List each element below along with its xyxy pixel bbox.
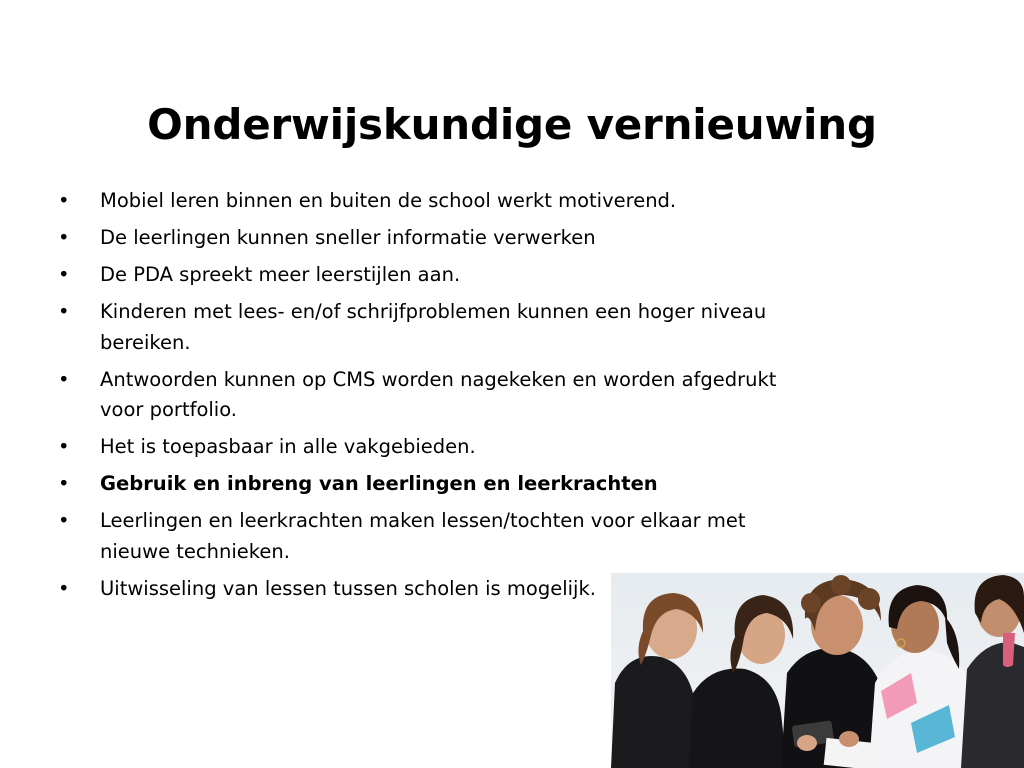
- bullet-dot-icon: •: [58, 435, 70, 458]
- bullet-text: Het is toepasbaar in alle vakgebieden.: [100, 435, 476, 458]
- bullet-text: Gebruik en inbreng van leerlingen en leerkrachten: [100, 472, 658, 495]
- bullet-item: [58, 186, 798, 217]
- bullet-dot-icon: •: [58, 472, 70, 495]
- students-illustration: [611, 573, 1024, 768]
- bullet-item: [58, 365, 798, 426]
- bullet-text: De leerlingen kunnen sneller informatie verwerken: [100, 226, 596, 249]
- students-photo: [611, 573, 1024, 768]
- bullet-dot-icon: •: [58, 509, 70, 532]
- bullet-item: [58, 297, 798, 358]
- bullet-dot-icon: •: [58, 263, 70, 286]
- slide-title: Onderwijskundige vernieuwing: [147, 100, 877, 150]
- bullet-dot-icon: •: [58, 300, 70, 323]
- bullet-text: Mobiel leren binnen en buiten de school werkt motiverend.: [100, 189, 677, 212]
- bullet-item: [58, 506, 798, 567]
- bullet-item-bold: [58, 469, 798, 500]
- bullet-text: Uitwisseling van lessen tussen scholen is mogelijk.: [100, 576, 596, 600]
- bullet-text: Leerlingen en leerkrachten maken lessen/tochten voor elkaar met nieuwe technieken.: [100, 509, 746, 563]
- bullet-dot-icon: •: [58, 367, 70, 391]
- bullet-text: De PDA spreekt meer leerstijlen aan.: [100, 263, 461, 286]
- bullet-item: [58, 432, 798, 463]
- bullet-text: Antwoorden kunnen op CMS worden nagekeken en worden afgedrukt voor portfolio.: [100, 367, 777, 421]
- bullet-item: [58, 260, 798, 291]
- bullet-item: [58, 223, 798, 254]
- bullet-text: Kinderen met lees- en/of schrijfproblemen kunnen een hoger niveau bereiken.: [100, 300, 767, 354]
- bullet-dot-icon: •: [58, 226, 70, 249]
- bullet-list: [58, 186, 798, 611]
- bullet-dot-icon: •: [58, 576, 70, 600]
- bullet-dot-icon: •: [58, 189, 70, 212]
